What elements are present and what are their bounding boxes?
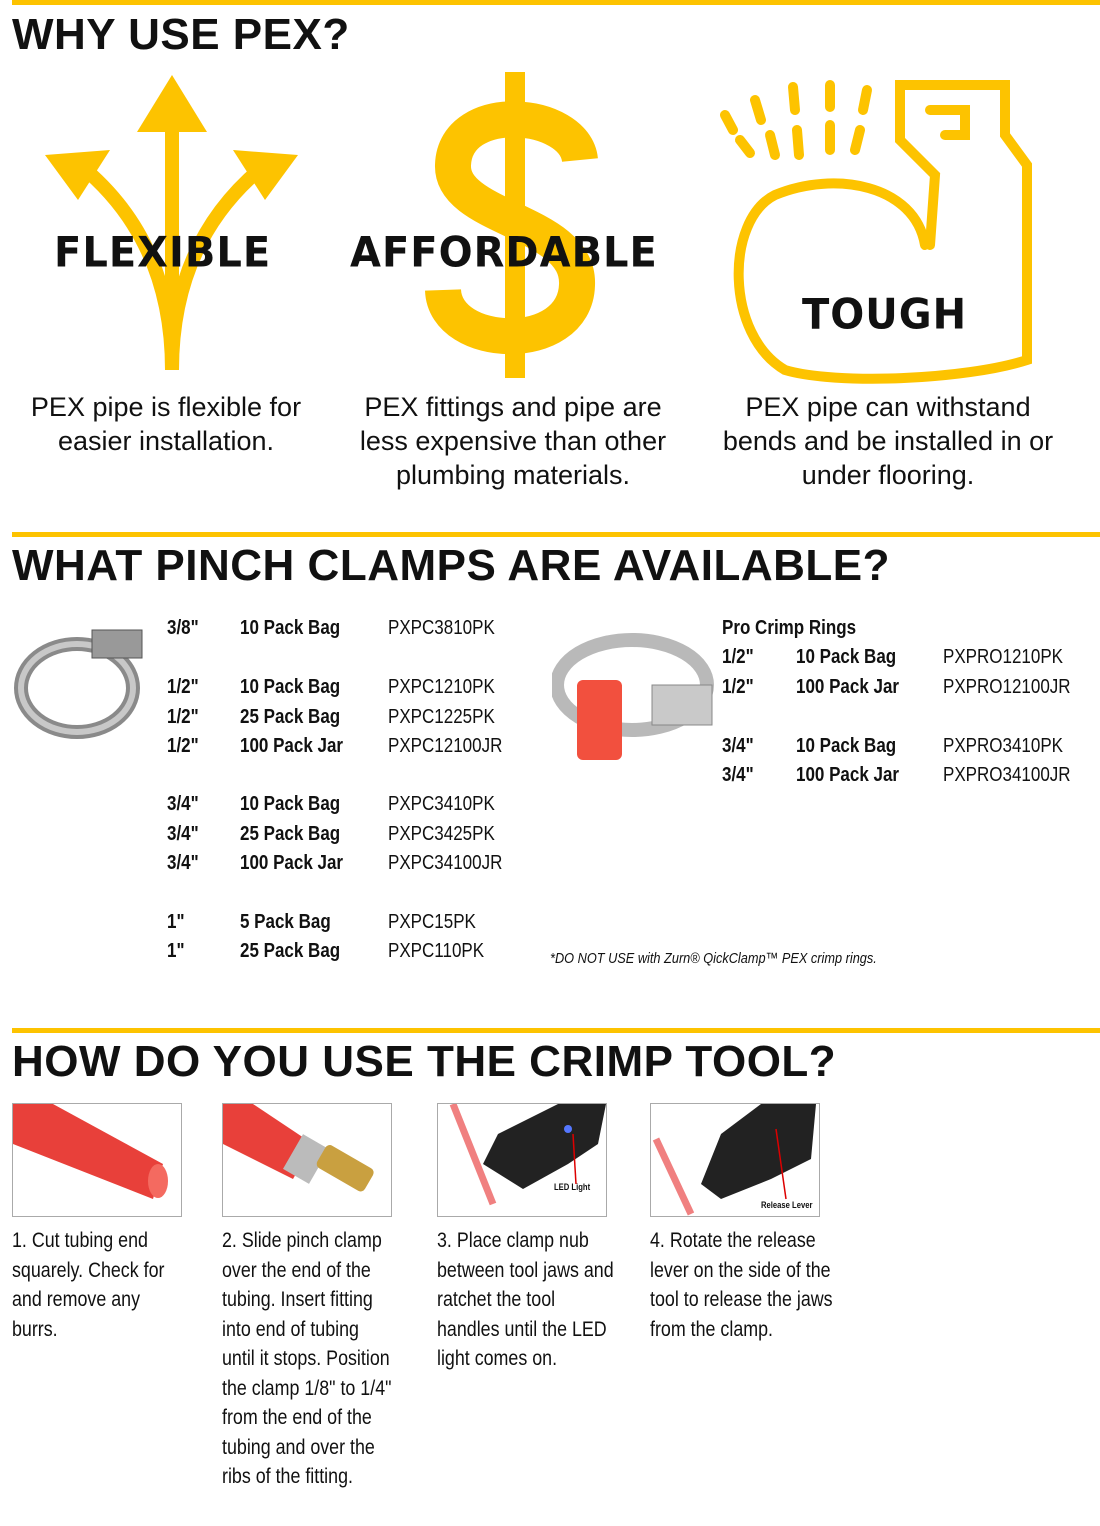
package-cell: 10 Pack Bag [240,617,341,639]
package-cell: 5 Pack Bag [240,911,331,933]
tough-description: PEX pipe can withstand bends and be installed in or under flooring. [722,392,1054,490]
part-number-cell: PXPC15PK [388,911,476,933]
dollar-sign-icon [425,70,605,380]
part-number-cell: PXPRO34100JR [943,764,1071,786]
part-number-cell: PXPC1210PK [388,676,495,698]
how-title: HOW DO YOU USE THE CRIMP TOOL? [12,1037,837,1086]
led-light-callout: LED Light [554,1182,591,1192]
part-number-cell: PXPC3810PK [388,617,495,639]
size-cell: 1/2" [722,676,754,698]
package-cell: 25 Pack Bag [240,706,341,728]
part-number-cell: PXPC3410PK [388,793,495,815]
package-cell: 25 Pack Bag [240,823,341,845]
flexed-arm-icon [715,75,1045,390]
step-4-image [650,1103,820,1217]
why-title: WHY USE PEX? [12,10,350,59]
size-cell: 1" [167,940,185,962]
section-divider [12,532,1100,537]
step-2-image [222,1103,392,1217]
compatibility-note: *DO NOT USE with Zurn® QickClamp™ PEX crimp rings. [550,950,877,967]
size-cell: 3/4" [167,823,199,845]
size-cell: 3/4" [167,852,199,874]
package-cell: 10 Pack Bag [796,646,897,668]
package-cell: 100 Pack Jar [240,735,344,757]
part-number-cell: PXPRO12100JR [943,676,1071,698]
section-divider [12,0,1100,5]
tough-label: TOUGH [802,290,968,340]
release-lever-callout: Release Lever [761,1200,813,1210]
package-cell: 100 Pack Jar [796,764,900,786]
size-cell: 3/4" [167,793,199,815]
part-number-cell: PXPC34100JR [388,852,503,874]
pro-crimp-ring-image [552,625,717,765]
pinch-clamp-image [12,620,152,740]
part-number-cell: PXPC110PK [388,940,485,962]
part-number-cell: PXPRO1210PK [943,646,1064,668]
size-cell: 3/4" [722,764,754,786]
part-number-cell: PXPRO3410PK [943,735,1064,757]
step-1-image [12,1103,182,1217]
step-3-text: 3. Place clamp nub between tool jaws and ratchet the tool handles until the LED light comes on. [437,1229,614,1370]
section-divider [12,1028,1100,1033]
part-number-cell: PXPC3425PK [388,823,495,845]
package-cell: 10 Pack Bag [796,735,897,757]
size-cell: 3/4" [722,735,754,757]
size-cell: 1/2" [167,706,199,728]
step-2-text: 2. Slide pinch clamp over the end of the tubing. Insert fitting into end of tubing until it stops. Position the clamp 1/8" to 1/4" from the end of the tubing and over the ribs of the fitting. [222,1229,392,1488]
package-cell: 100 Pack Jar [796,676,900,698]
affordable-label: AFFORDABLE [350,228,658,278]
size-cell: 1/2" [167,735,199,757]
step-4-text: 4. Rotate the release lever on the side of the tool to release the jaws from the clamp. [650,1229,833,1341]
size-cell: 1" [167,911,185,933]
part-number-cell: PXPC1225PK [388,706,495,728]
package-cell: 100 Pack Jar [240,852,344,874]
clamps-title: WHAT PINCH CLAMPS ARE AVAILABLE? [12,541,891,590]
package-cell: 10 Pack Bag [240,676,341,698]
flexible-label: FLEXIBLE [54,228,272,278]
package-cell: 25 Pack Bag [240,940,341,962]
step-1-text: 1. Cut tubing end squarely. Check for and remove any burrs. [12,1229,165,1341]
size-cell: 3/8" [167,617,199,639]
part-number-cell: PXPC12100JR [388,735,503,757]
size-cell: 1/2" [167,676,199,698]
pro-crimp-title: Pro Crimp Rings [722,617,857,639]
package-cell: 10 Pack Bag [240,793,341,815]
affordable-description: PEX fittings and pipe are less expensive than other plumbing materials. [359,392,667,490]
flexible-description: PEX pipe is flexible for easier installation. [30,392,302,456]
branching-arrows-icon [40,70,300,380]
step-3-image [437,1103,607,1217]
size-cell: 1/2" [722,646,754,668]
